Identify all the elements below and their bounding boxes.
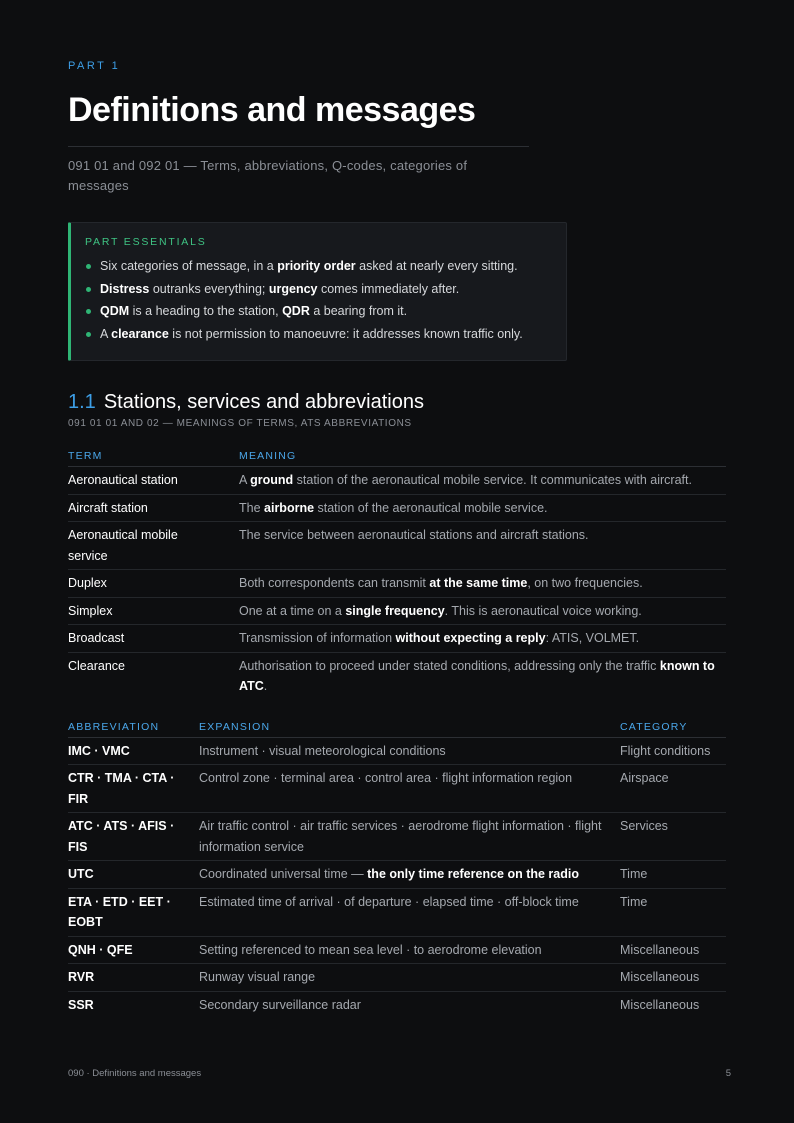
- text-run: Both correspondents can transmit: [239, 576, 430, 590]
- emphasis-text: known to ATC: [239, 658, 715, 693]
- emphasis-text: airborne: [264, 500, 315, 515]
- emphasis-text: QDR: [282, 304, 310, 318]
- essential-item: [85, 279, 552, 299]
- emphasis-text: priority order: [277, 259, 356, 273]
- terms-table: [68, 449, 726, 700]
- text-run: asked at nearly every sitting.: [355, 259, 518, 273]
- footer-running-title: 090 · Definitions and messages: [68, 1068, 202, 1079]
- category-cell: Miscellaneous: [620, 936, 726, 964]
- text-run: The service between aeronautical stations and aircraft stations.: [239, 528, 589, 542]
- section-number: 1.1: [68, 391, 96, 413]
- text-run: , on two frequencies.: [527, 576, 643, 590]
- bullet-icon: [86, 264, 91, 269]
- text-run: outranks everything;: [149, 281, 269, 296]
- table-row: [68, 522, 726, 570]
- expansion-cell: [199, 888, 620, 936]
- table-row: [68, 888, 726, 936]
- abbreviation-cell: CTR · TMA · CTA · FIR: [68, 765, 199, 813]
- text-run: Secondary surveillance radar: [199, 997, 361, 1012]
- category-cell: Time: [620, 861, 726, 889]
- essential-item: [85, 301, 552, 321]
- text-run: is not permission to manoeuvre: it addresses known traffic only.: [168, 326, 523, 341]
- table-row: [68, 765, 726, 813]
- text-run: is a heading to the station,: [129, 304, 283, 318]
- meaning-cell: [239, 625, 726, 653]
- meaning-cell: [239, 652, 726, 700]
- text-run: Setting referenced to mean sea level · to aerodrome elevation: [199, 942, 542, 957]
- text-run: One at a time on a: [239, 603, 346, 618]
- text-run: Coordinated universal time —: [199, 867, 368, 881]
- essentials-list: [85, 256, 552, 344]
- table-row: [68, 597, 726, 625]
- text-run: Transmission of information: [239, 631, 396, 645]
- column-header-category: CATEGORY: [620, 720, 726, 738]
- table-row: [68, 813, 726, 861]
- section-title: Stations, services and abbreviations: [103, 391, 424, 413]
- expansion-cell: [199, 737, 620, 765]
- abbreviation-cell: QNH · QFE: [68, 936, 199, 964]
- emphasis-text: QDM: [100, 304, 130, 318]
- page-number: 5: [725, 1068, 731, 1079]
- text-run: Runway visual range: [199, 970, 316, 984]
- text-run: station of the aeronautical mobile service. It communicates with aircraft.: [293, 473, 692, 487]
- term-cell: Aeronautical station: [68, 467, 239, 495]
- meaning-cell: [239, 494, 726, 522]
- column-header-meaning: MEANING: [239, 449, 726, 467]
- term-cell: Clearance: [68, 658, 125, 673]
- text-run: : ATIS, VOLMET.: [545, 631, 640, 645]
- text-run: A: [239, 473, 251, 487]
- table-row: [68, 652, 726, 700]
- meaning-cell: [239, 570, 726, 598]
- part-label: PART 1: [68, 60, 121, 72]
- bullet-icon: [86, 332, 91, 337]
- text-run: A: [100, 326, 112, 341]
- term-cell: Broadcast: [68, 625, 239, 653]
- table-row: [68, 936, 726, 964]
- term-cell: Simplex: [68, 597, 239, 625]
- text-run: comes immediately after.: [317, 281, 460, 296]
- expansion-cell: [199, 936, 620, 964]
- emphasis-text: without expecting a reply: [395, 631, 546, 645]
- meaning-cell: [239, 522, 726, 570]
- text-run: .: [263, 679, 268, 693]
- part-essentials-box: [68, 222, 567, 361]
- expansion-cell: [199, 861, 620, 889]
- page-content: [68, 60, 726, 1018]
- text-run: Instrument · visual meteorological conditions: [199, 743, 446, 758]
- table-row: [68, 737, 726, 765]
- abbreviation-cell: ATC · ATS · AFIS · FIS: [68, 813, 199, 861]
- meaning-cell: [239, 467, 726, 495]
- text-run: Air traffic control · air traffic services · aerodrome flight information · flight information service: [199, 819, 602, 854]
- column-header-term: TERM: [68, 449, 239, 467]
- emphasis-text: single frequency: [345, 603, 445, 618]
- essential-item: [85, 256, 552, 276]
- table-row: [68, 467, 726, 495]
- essentials-label: PART ESSENTIALS: [85, 236, 207, 248]
- essential-item: [85, 324, 552, 344]
- expansion-cell: [199, 991, 620, 1018]
- table-row: [68, 570, 726, 598]
- category-cell: Miscellaneous: [620, 997, 700, 1012]
- category-cell: Time: [620, 888, 726, 936]
- table-row: [68, 861, 726, 889]
- emphasis-text: urgency: [268, 281, 318, 296]
- text-run: a bearing from it.: [309, 304, 408, 318]
- column-header-abbreviation: ABBREVIATION: [68, 720, 199, 738]
- text-run: The: [239, 500, 265, 515]
- term-cell: Aeronautical mobile service: [68, 522, 239, 570]
- abbreviation-cell: ETA · ETD · EET · EOBT: [68, 888, 199, 936]
- page-title: Definitions and messages: [68, 91, 476, 129]
- abbreviation-cell: RVR: [68, 964, 199, 992]
- category-cell: Flight conditions: [620, 737, 726, 765]
- bullet-icon: [86, 287, 91, 292]
- text-run: Control zone · terminal area · control area · flight information region: [199, 771, 573, 785]
- text-run: station of the aeronautical mobile service.: [314, 500, 548, 515]
- category-cell: Airspace: [620, 765, 726, 813]
- table-row: [68, 991, 726, 1018]
- category-cell: Services: [620, 813, 726, 861]
- text-run: Six categories of message, in a: [100, 259, 278, 273]
- page-subtitle: 091 01 and 092 01 — Terms, abbreviations, Q-codes, categories of messages: [68, 158, 468, 193]
- expansion-cell: [199, 964, 620, 992]
- column-header-expansion: EXPANSION: [199, 720, 620, 738]
- expansion-cell: [199, 765, 620, 813]
- text-run: . This is aeronautical voice working.: [444, 603, 642, 618]
- table-row: [68, 625, 726, 653]
- abbreviations-table: [68, 720, 726, 1019]
- emphasis-text: Distress: [100, 281, 150, 296]
- abbreviation-cell: UTC: [68, 861, 199, 889]
- bullet-icon: [86, 309, 91, 314]
- emphasis-text: ground: [250, 473, 294, 487]
- text-run: Authorisation to proceed under stated conditions, addressing only the traffic: [239, 658, 660, 673]
- term-cell: Aircraft station: [68, 494, 239, 522]
- term-cell: Duplex: [68, 570, 239, 598]
- section-subtitle: 091 01 01 AND 02 — MEANINGS OF TERMS, ATS ABBREVIATIONS: [68, 418, 412, 429]
- text-run: Estimated time of arrival · of departure · elapsed time · off-block time: [199, 894, 579, 909]
- expansion-cell: [199, 813, 620, 861]
- section-heading: [68, 389, 726, 415]
- table-row: [68, 964, 726, 992]
- table-row: [68, 494, 726, 522]
- emphasis-text: the only time reference on the radio: [367, 867, 579, 881]
- category-cell: Miscellaneous: [620, 964, 726, 992]
- abbreviation-cell: IMC · VMC: [68, 737, 199, 765]
- meaning-cell: [239, 597, 726, 625]
- title-divider: [68, 146, 529, 147]
- emphasis-text: clearance: [111, 326, 169, 341]
- abbreviation-cell: SSR: [68, 997, 94, 1012]
- emphasis-text: at the same time: [429, 576, 528, 590]
